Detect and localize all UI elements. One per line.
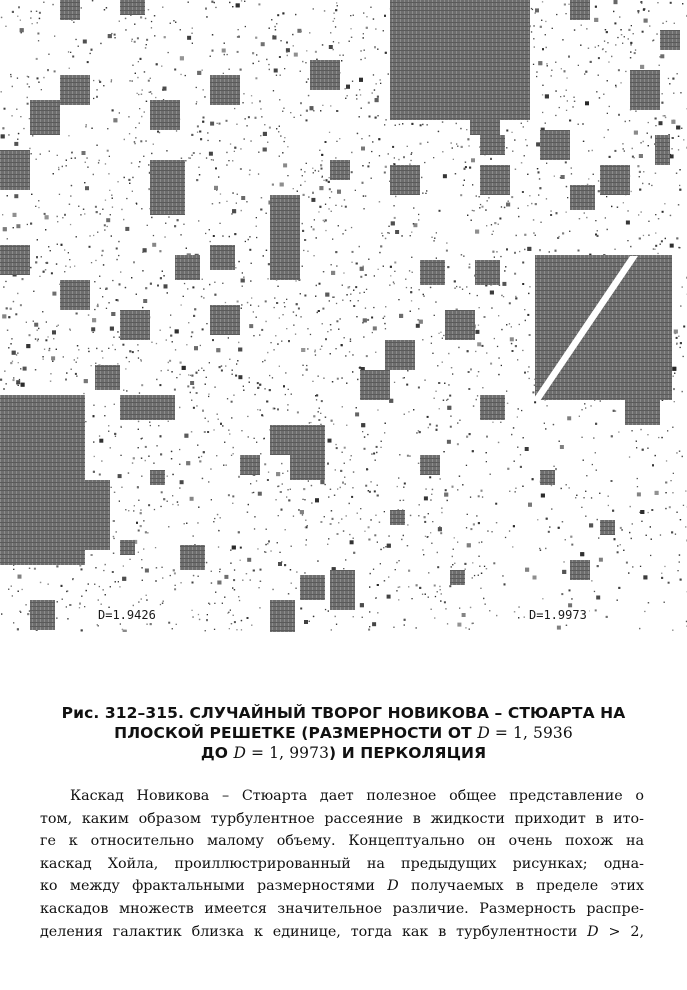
body-line-6: каскадов множеств имеется значительное различие. Размерность распре- xyxy=(40,900,644,917)
body-line-7-b: > 2, xyxy=(598,923,644,940)
body-line-5 xyxy=(40,875,644,898)
body-line-5-b: получаемых в пределе этих xyxy=(398,878,644,895)
panel-label-left: D=1.9426 xyxy=(98,608,156,622)
body-line-3: ге к относительно малому объему. Концептуально он очень похож на xyxy=(40,833,644,850)
caption-line-1: Рис. 312–315. СЛУЧАЙНЫЙ ТВОРОГ НОВИКОВА – СТЮАРТА НА xyxy=(61,704,626,722)
panel-label-right: D=1.9973 xyxy=(529,608,587,622)
body-line-4: каскад Хойла, проиллюстрированный на предыдущих рисунках; одна- xyxy=(40,855,644,872)
body-paragraph xyxy=(40,785,644,943)
caption-value-min: = 1, 5936 xyxy=(489,724,573,742)
body-line-7-a: деления галактик близка к единице, тогда как в турбулентности xyxy=(40,923,588,940)
caption-line-3 xyxy=(20,743,667,763)
caption-line-2 xyxy=(20,723,667,743)
caption-value-max: = 1, 9973 xyxy=(246,744,330,762)
body-var-d-2: D xyxy=(587,923,599,940)
caption-var-d: D xyxy=(477,724,490,742)
body-line-1: Каскад Новикова – Стюарта дает полезное общее представление о xyxy=(70,788,644,804)
body-line-5-a: ко между фрактальными размерностями xyxy=(40,878,388,895)
caption-line-2-text: ПЛОСКОЙ РЕШЕТКЕ (РАЗМЕРНОСТИ ОТ xyxy=(114,724,478,742)
body-line-7 xyxy=(40,921,644,944)
figure-caption xyxy=(20,703,667,763)
body-line-2: том, каким образом турбулентное рассеяние в жидкости приходит в ито- xyxy=(40,810,644,827)
caption-line-3-suffix: ) И ПЕРКОЛЯЦИЯ xyxy=(329,744,487,762)
caption-var-d-2: D xyxy=(233,744,247,762)
body-var-d: D xyxy=(387,878,399,895)
caption-line-3-prefix: ДО xyxy=(200,744,234,762)
